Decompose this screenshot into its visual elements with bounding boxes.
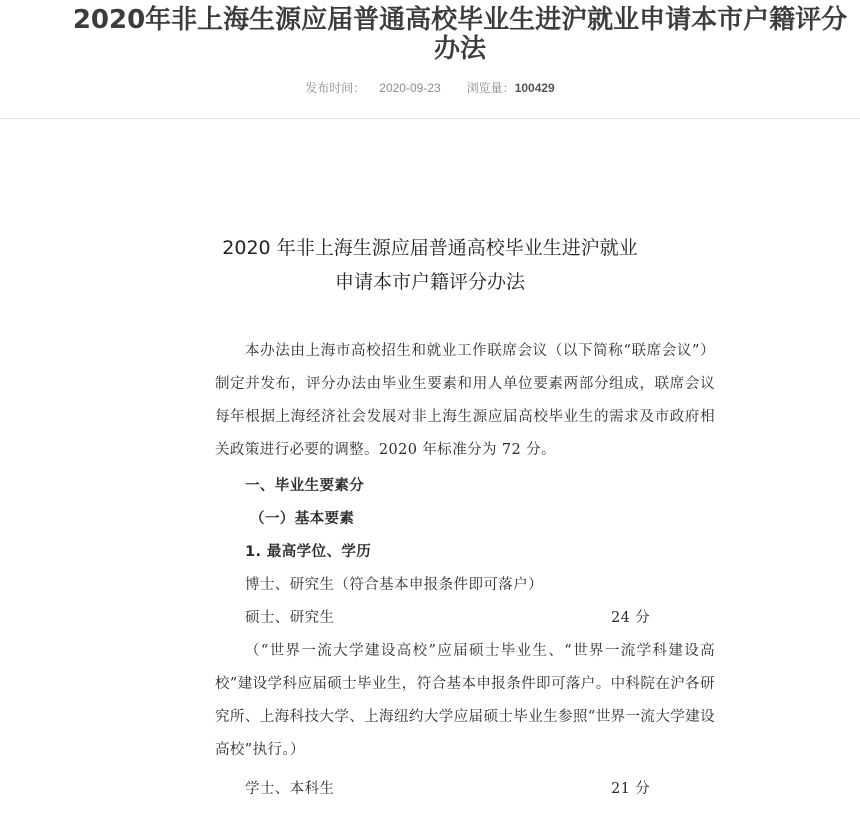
page-title: 2020年非上海生源应届普通高校毕业生进沪就业申请本市户籍评分办法 [72,5,848,64]
views-count: 100429 [514,81,555,95]
item-heading: 1. 最高学位、学历 [245,544,372,560]
document-title-line-2: 申请本市户籍评分办法 [334,271,525,293]
section-heading: 一、毕业生要素分 [245,478,365,494]
publish-date: 2020-09-23 [379,81,441,95]
score-row-doctor [245,569,543,602]
score-row-label: 学士、本科生 [245,781,335,797]
score-row-bachelor [245,773,651,806]
article-body [0,119,860,815]
views-label: 浏览量： [466,81,515,95]
subsection-heading: （一）基本要素 [250,511,355,527]
score-row-master [245,602,651,635]
article-meta [0,80,860,96]
publish-time-label: 发布时间： [305,81,366,95]
score-row-label: 硕士、研究生 [245,610,335,626]
intro-paragraph: 本办法由上海市高校招生和就业工作联席会议（以下简称“联席会议”）制定并发布，评分办法由毕业生要素和用人单位要素两部分组成，联席会议每年根据上海经济社会发展对非上海生源应届高校毕业生的需求及市政府相关政策进行必要的调整。2020 年标准分为 72 分。 [215,343,715,458]
document-title-line-1: 2020 年非上海生源应届普通高校毕业生进沪就业 [222,237,638,259]
article-header [0,0,860,119]
score-row-points: 21 分 [611,781,651,797]
score-row-label: 博士、研究生（符合基本申报条件即可落户） [245,577,543,593]
note-paragraph: （“世界一流大学建设高校”应届硕士毕业生、“世界一流学科建设高校”建设学科应届硕士毕业生，符合基本申报条件即可落户。中科院在沪各研究所、上海科技大学、上海纽约大学应届硕士毕业生参照“世界一流大学建设高校”执行。） [215,643,715,758]
score-row-points: 24 分 [611,610,651,626]
